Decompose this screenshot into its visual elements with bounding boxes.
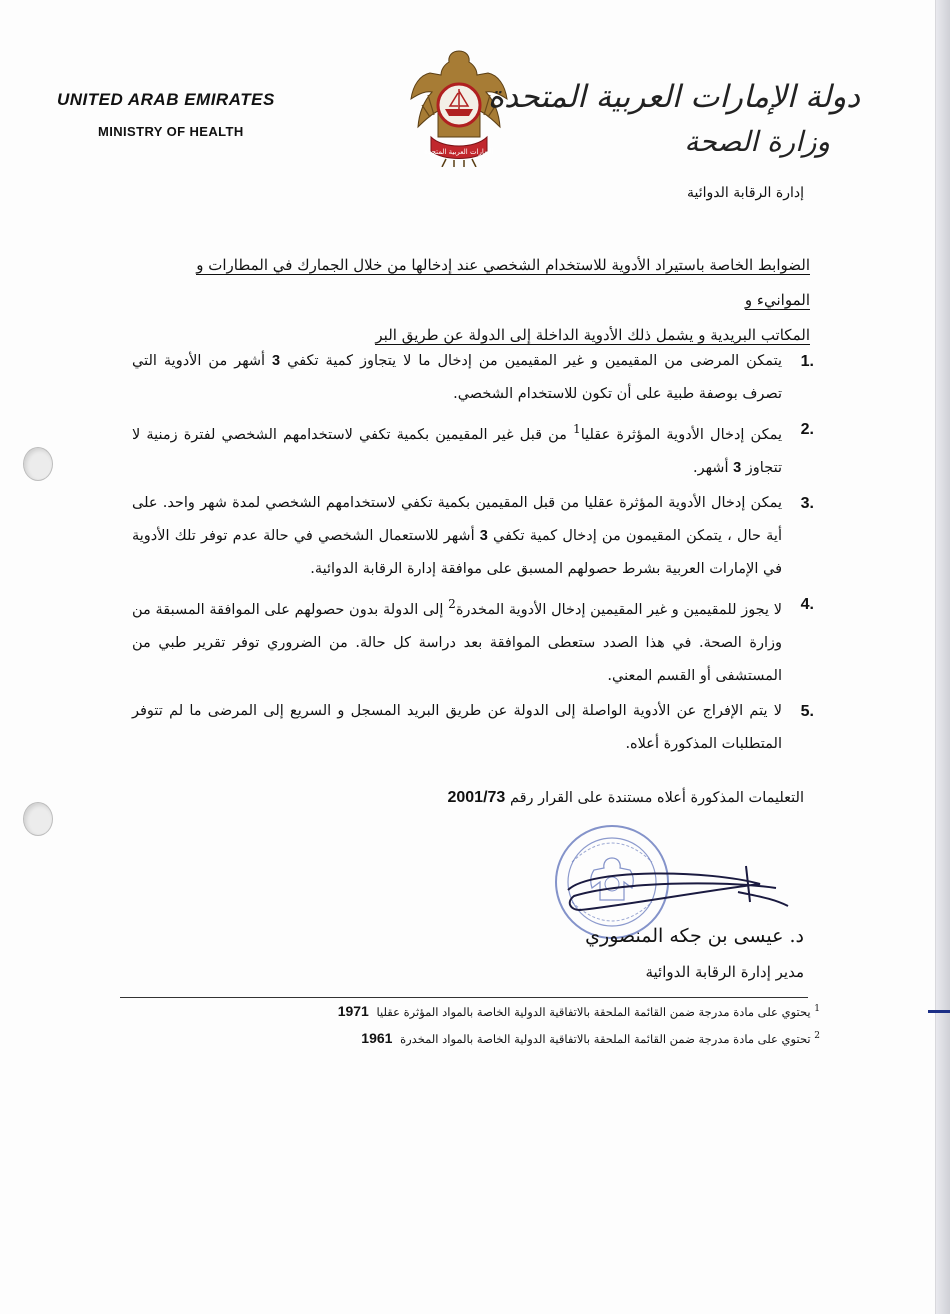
item-number: 5. bbox=[800, 702, 814, 720]
item-text: أشهر من الأدوية التي تصرف بوصفة طبية على أن تكون للاستخدام الشخصي. bbox=[132, 353, 782, 402]
footnote-ref: 1 bbox=[573, 422, 581, 436]
item-number: 3. bbox=[800, 494, 814, 512]
signer-name: د. عيسى بن جكه المنصوري bbox=[585, 925, 804, 947]
item-bold: 3 bbox=[733, 459, 742, 476]
list-item bbox=[132, 487, 814, 586]
footnote-text: يحتوي على مادة مدرجة ضمن القائمة الملحقة بالاتفاقية الدولية الخاصة بالمواد المؤثرة عقليا bbox=[376, 1005, 811, 1019]
item-text: يمكن إدخال الأدوية المؤثرة عقليا من قبل المقيمين بكمية تكفي لاستخدامهم الشخصي لمدة شهر واحد. على أية حال ، يتمكن المقيمون من إدخال كمية تكفي bbox=[132, 494, 782, 544]
item-text: لا يجوز للمقيمين و غير المقيمين إدخال الأدوية المخدرة bbox=[455, 601, 783, 618]
item-text: إلى الدولة بدون حصولهم على الموافقة المسبقة من وزارة الصحة. في هذا الصدد ستعطى الموافقة بعد دراسة كل حالة. من الضروري توفر تقرير طبي من المستشفى أو القسم المعني. bbox=[132, 601, 782, 684]
footnote-mark: 1 bbox=[814, 1004, 820, 1015]
department-name: إدارة الرقابة الدوائية bbox=[686, 185, 804, 201]
item-text: أشهر للاستعمال الشخصي في حالة عدم توفر تلك الأدوية في الإمارات العربية بشرط حصولهم المسبق على موافقة إدارة الرقابة الدوائية. bbox=[132, 527, 782, 577]
list-item bbox=[132, 413, 814, 485]
footnote-text: تحتوي على مادة مدرجة ضمن القائمة الملحقة بالاتفاقية الدولية الخاصة بالمواد المخدرة bbox=[400, 1032, 811, 1046]
item-text: لا يتم الإفراج عن الأدوية الواصلة إلى الدولة عن طريق البريد المسجل و السريع إلى المرضى ما لم تتوفر المتطلبات المذكورة أعلاه. bbox=[132, 702, 782, 752]
letterhead-country-ar: دولة الإمارات العربية المتحدة bbox=[487, 79, 860, 115]
item-number: 1. bbox=[800, 353, 814, 370]
punch-hole-top bbox=[23, 447, 53, 481]
footnote-ref: 2 bbox=[448, 596, 456, 611]
list-item bbox=[132, 345, 814, 411]
footnote-year: 1971 bbox=[337, 1003, 369, 1019]
page-edge-line bbox=[935, 0, 936, 1314]
item-bold: 3 bbox=[272, 353, 281, 369]
edge-blue-mark bbox=[928, 1010, 950, 1013]
punch-hole-bottom bbox=[23, 802, 53, 836]
decree-number: 2001/73 bbox=[447, 789, 506, 806]
item-number: 4. bbox=[800, 595, 814, 613]
item-text: يتمكن المرضى من المقيمين و غير المقيمين من إدخال ما لا يتجاوز كمية تكفي bbox=[287, 353, 783, 369]
emblem-banner-text: الإمارات العربية المتحدة bbox=[424, 148, 494, 156]
page-edge-shadow bbox=[936, 0, 950, 1314]
item-number: 2. bbox=[800, 421, 814, 438]
title-line-1: الضوابط الخاصة باستيراد الأدوية للاستخدام الشخصي عند إدخالها من خلال الجمارك في المطارات و الموانيء و bbox=[196, 256, 810, 309]
letterhead-country-en: UNITED ARAB EMIRATES bbox=[57, 90, 275, 109]
footnote-mark: 2 bbox=[814, 1031, 820, 1042]
footnote-2 bbox=[361, 1030, 820, 1046]
regulation-list bbox=[132, 345, 814, 761]
handwritten-signature bbox=[560, 862, 790, 932]
item-text: من قبل غير المقيمين بكمية تكفي لاستخدامهم الشخصي لفترة زمنية لا تتجاوز bbox=[132, 426, 782, 476]
document-title bbox=[140, 248, 810, 353]
letterhead-ministry-en: MINISTRY OF HEALTH bbox=[98, 124, 244, 139]
footnote-year: 1961 bbox=[361, 1030, 393, 1046]
footnote-divider bbox=[120, 997, 808, 998]
decree-text: التعليمات المذكورة أعلاه مستندة على القرار رقم bbox=[509, 790, 804, 806]
list-item bbox=[132, 588, 814, 693]
footnote-1 bbox=[338, 1003, 820, 1019]
item-text: يمكن إدخال الأدوية المؤثرة عقليا bbox=[580, 426, 783, 443]
item-text: أشهر. bbox=[693, 459, 729, 476]
signer-title: مدير إدارة الرقابة الدوائية bbox=[645, 963, 804, 981]
title-line-2: المكاتب البريدية و يشمل ذلك الأدوية الداخلة إلى الدولة عن طريق البر bbox=[375, 326, 810, 344]
list-item bbox=[132, 695, 814, 761]
item-bold: 3 bbox=[479, 527, 488, 544]
decree-reference bbox=[447, 789, 804, 807]
letterhead-ministry-ar: وزارة الصحة bbox=[684, 125, 830, 158]
